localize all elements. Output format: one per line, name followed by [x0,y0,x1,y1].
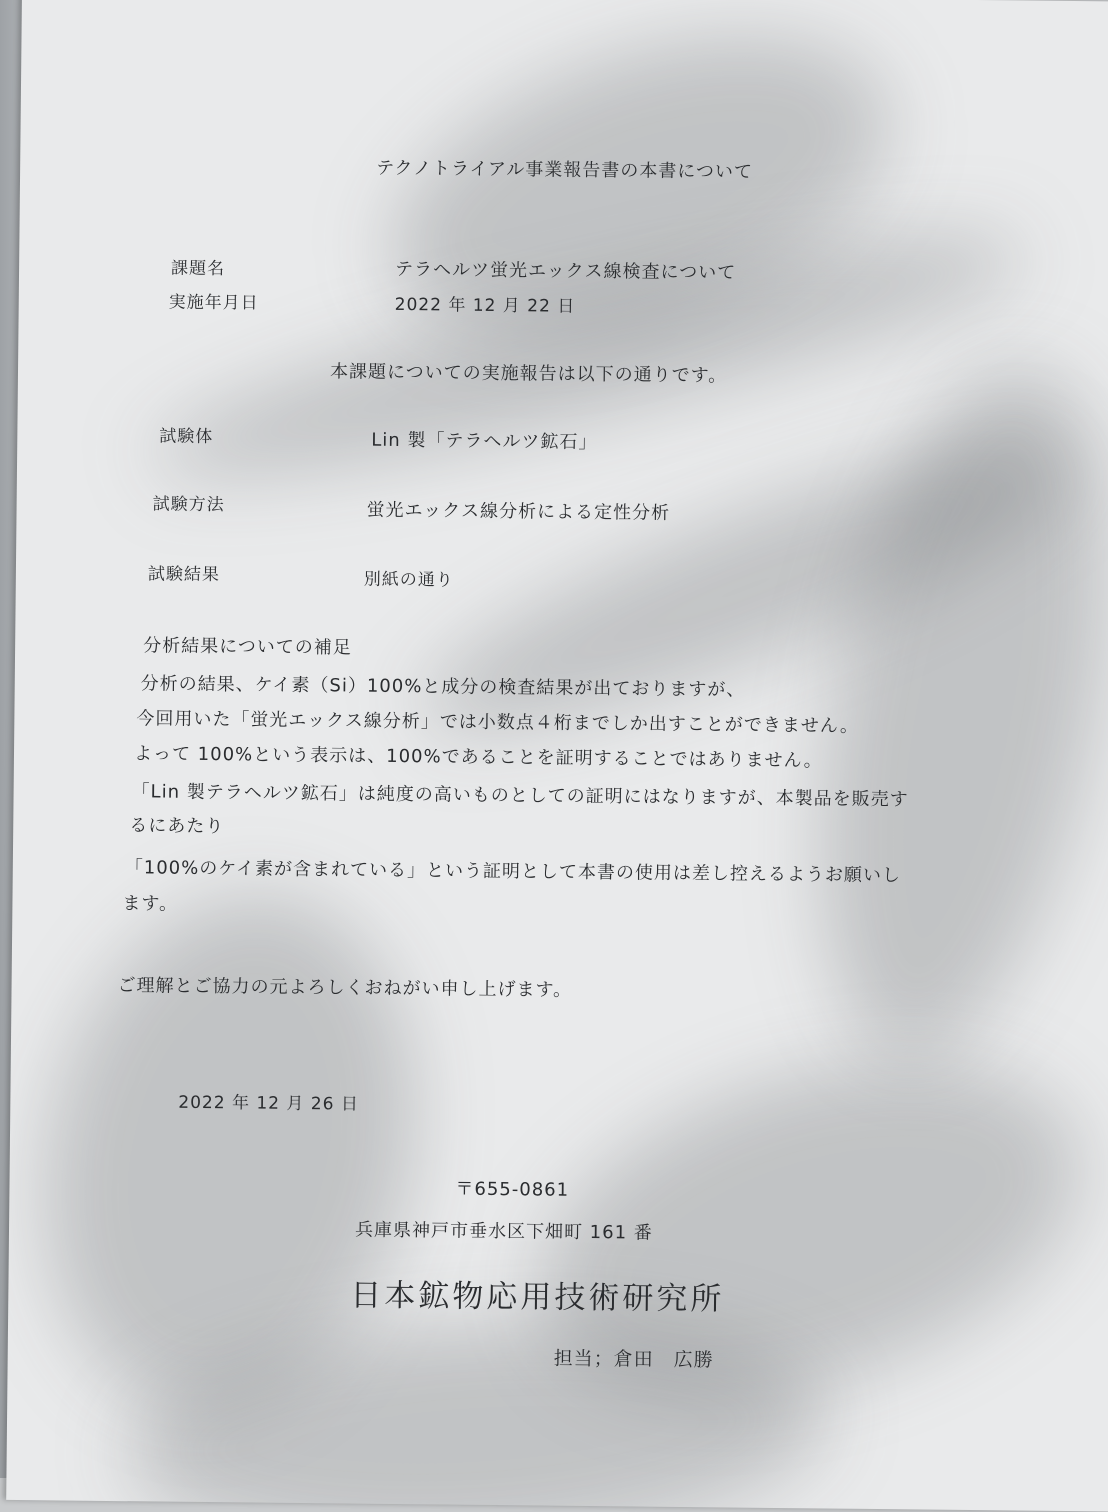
shadow-overlay [6,859,462,1445]
result-label: 試験結果 [147,564,220,586]
note-line: 今回用いた「蛍光エックス線分析」では小数点４桁までしか出すことができません。 [136,708,859,737]
address: 兵庫県神戸市垂水区下畑町 161 番 [354,1219,653,1244]
shadow-overlay [352,0,929,395]
note-line: よって 100%という表示は、100%であることを証明することではありません。 [133,743,823,772]
note-line: 分析の結果、ケイ素（Si）100%と成分の検査結果が出ておりますが、 [140,673,746,701]
specimen-value: Lin 製「テラヘルツ鉱石」 [371,429,598,454]
shadow-overlay [121,1304,833,1511]
shadow-overlay [772,342,1108,1078]
method-value: 蛍光エックス線分析による定性分析 [366,499,671,524]
document-title: テクノトライアル事業報告書の本書について [376,157,754,183]
contact-person: 担当；倉田 広勝 [553,1347,714,1372]
date-value: 2022 年 12 月 22 日 [394,294,576,317]
date-label: 実施年月日 [168,292,259,314]
method-label: 試験方法 [152,494,225,516]
subject-value: テラヘルツ蛍光エックス線検査について [394,258,737,284]
note-line: ます。 [122,893,179,915]
postal-code: 〒655-0861 [455,1178,570,1201]
intro-text: 本課題についての実施報告は以下の通りです。 [329,361,728,387]
note-line: 「Lin 製テラヘルツ鉱石」は純度の高いものとしての証明にはなりますが、本製品を販売す [131,781,909,811]
note-heading: 分析結果についての補足 [143,635,352,659]
shadow-overlay [137,193,1040,518]
subject-label: 課題名 [170,258,226,280]
note-line: るにあたり [129,815,225,838]
result-value: 別紙の通り [363,569,454,591]
document-paper [6,0,1108,1512]
note-line: 「100%のケイ素が含まれている」という証明として本書の使用は差し控えるようお願いし [124,857,902,887]
issue-date: 2022 年 12 月 26 日 [178,1092,359,1115]
organization-name: 日本鉱物応用技術研究所 [350,1277,725,1318]
specimen-label: 試験体 [159,426,214,448]
closing-text: ご理解とご協力の元よろしくおねがい申し上げます。 [117,975,573,1001]
